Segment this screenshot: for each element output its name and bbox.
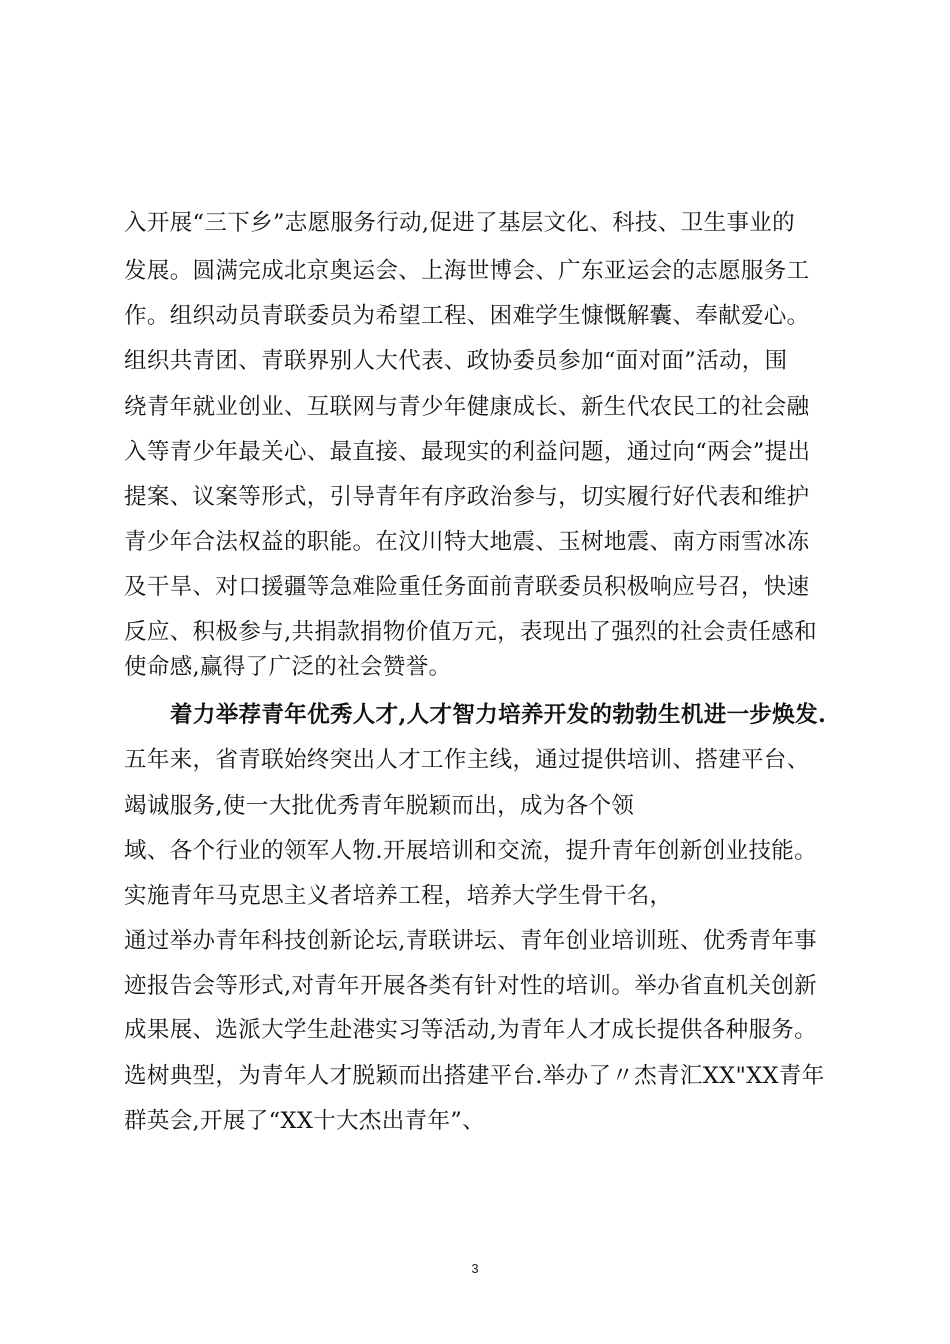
paragraph-line: 成果展、选派大学生赴港实习等活动,为青年人才成长提供各种服务。 (124, 1017, 818, 1043)
paragraph-line: 选树典型，为青年人才脱颖而出搭建平台.举办了〃杰青汇XX"XX青年 (124, 1063, 825, 1089)
paragraph-line: 五年来，省青联始终突出人才工作主线，通过提供培训、搭建平台、 (124, 747, 810, 773)
paragraph-line: 绕青年就业创业、互联网与青少年健康成长、新生代农民工的社会融 (124, 394, 810, 420)
paragraph-line: 迹报告会等形式,对青年开展各类有针对性的培训。举办省直机关创新 (124, 973, 818, 999)
paragraph-line: 组织共青团、青联界别人大代表、政协委员参加“面对面”活动，围 (124, 348, 788, 374)
paragraph-line: 作。组织动员青联委员为希望工程、困难学生慷慨解囊、奉献爱心。 (124, 303, 810, 329)
paragraph-line: 入等青少年最关心、最直接、最现实的利益问题，通过向“两会”提出 (124, 439, 811, 465)
paragraph-line: 群英会,开展了“XX十大杰出青年”、 (124, 1108, 485, 1134)
page-number: 3 (471, 1261, 479, 1276)
paragraph-line: 发展。圆满完成北京奥运会、上海世博会、广东亚运会的志愿服务工 (124, 258, 810, 284)
section-heading: 着力举荐青年优秀人才,人才智力培养开发的勃勃生机进一步焕发. (170, 702, 827, 728)
paragraph-line: 反应、积极参与,共捐款捐物价值万元，表现出了强烈的社会责任感和 (124, 619, 818, 645)
paragraph-line: 竭诚服务,使一大批优秀青年脱颖而出，成为各个领 (124, 793, 635, 819)
paragraph-line: 青少年合法权益的职能。在汶川特大地震、玉树地震、南方雨雪冰冻 (124, 529, 810, 555)
paragraph-line: 及干旱、对口援疆等急难险重任务面前青联委员积极响应号召，快速 (124, 574, 810, 600)
paragraph-line: 提案、议案等形式，引导青年有序政治参与，切实履行好代表和维护 (124, 484, 810, 510)
paragraph-line: 实施青年马克思主义者培养工程，培养大学生骨干名， (124, 883, 673, 909)
paragraph-line: 使命感,赢得了广泛的社会赞誉。 (124, 654, 452, 680)
paragraph-line: 通过举办青年科技创新论坛,青联讲坛、青年创业培训班、优秀青年事 (124, 928, 818, 954)
paragraph-line: 域、各个行业的领军人物.开展培训和交流，提升青年创新创业技能。 (124, 838, 818, 864)
paragraph-line: 入开展“三下乡”志愿服务行动,促进了基层文化、科技、卫生事业的 (124, 210, 796, 236)
